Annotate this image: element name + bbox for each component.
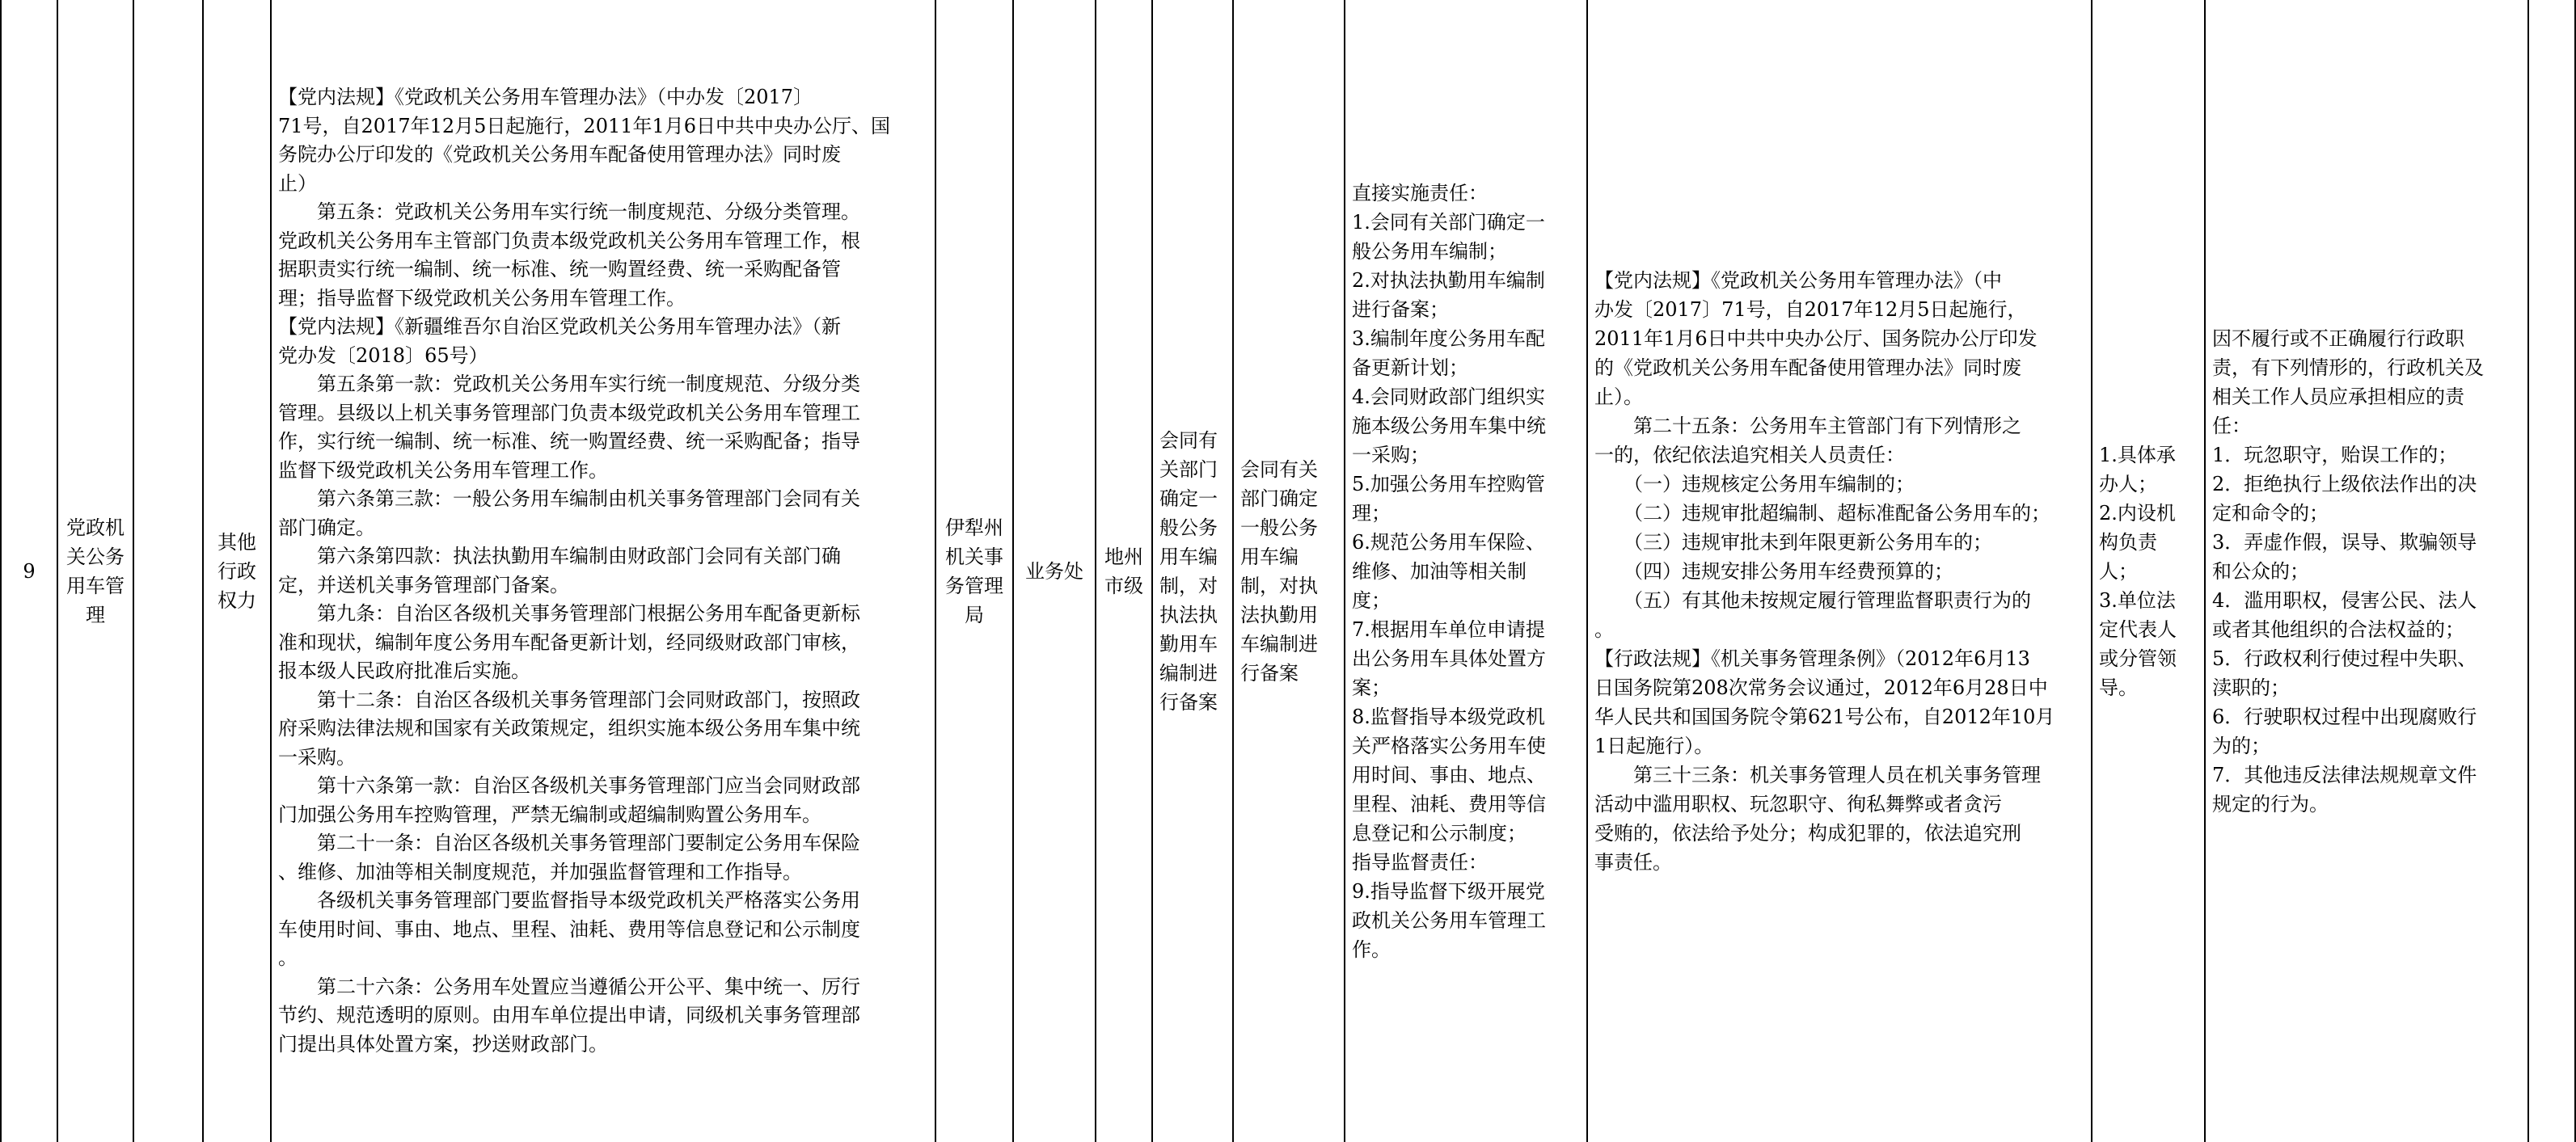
responsibility-line: 8.监督指导本级党政机 [1352, 705, 1545, 728]
accountability-basis-line: （五）有其他未按规定履行管理监督职责行为的 [1594, 588, 2031, 612]
responsibility-line: 指导监督责任： [1352, 850, 1488, 874]
accountability-basis-line: 的《党政机关公务用车配备使用管理办法》同时废 [1594, 356, 2021, 379]
responsibility-line: 2.对执法执勤用车编制 [1352, 268, 1545, 292]
accountability-basis-line: 活动中滥用职权、玩忽职守、徇私舞弊或者贪污 [1594, 792, 2002, 815]
responsibility-line: 7.根据用车单位申请提 [1352, 617, 1545, 641]
power-type: 其他 行政 权力 [217, 530, 256, 612]
row-index: 9 [23, 559, 36, 583]
responsible-subject-line: 3.单位法 [2099, 588, 2176, 612]
accountability-basis-line: 止）。 [1594, 385, 1643, 408]
legal-basis-line: 定，并送机关事务管理部门备案。 [278, 573, 569, 596]
responsible-subject-line: 办人； [2099, 472, 2157, 495]
accountability-basis-line: 2011年1月6日中共中央办公厅、国务院办公厅印发 [1594, 327, 2038, 350]
responsibility-line: 直接实施责任： [1352, 181, 1488, 204]
responsibility-line: 维修、加油等相关制 [1352, 559, 1527, 583]
responsibility-line: 理； [1352, 501, 1391, 525]
legal-basis-line: 据职责实行统一编制、统一标准、统一购置经费、统一采购配备管 [278, 258, 841, 280]
legal-basis-line: 。 [278, 946, 298, 969]
legal-basis-line: 监督下级党政机关公务用车管理工作。 [278, 458, 608, 482]
cell-implementing-body [936, 0, 1014, 1142]
responsible-subject-line: 人； [2099, 559, 2138, 583]
content-local: 会同有关 部门确定 一般公务 用车编 制，对执 法执勤用 车编制进 行备案 [1240, 457, 1318, 685]
accountability-basis-line: 。 [1594, 617, 1614, 641]
legal-basis-line: 第九条：自治区各级机关事务管理部门根据公务用车配备更新标 [278, 602, 860, 625]
accountability-case-line: 6．行驶职权过程中出现腐败行 [2212, 705, 2477, 728]
legal-basis-line: 府采购法律法规和国家有关政策规定，组织实施本级公务用车集中统 [278, 717, 860, 740]
accountability-case-line: 7．其他违反法律法规规章文件 [2212, 763, 2477, 786]
legal-basis-line: 【党内法规】《新疆维吾尔自治区党政机关公务用车管理办法》（新 [278, 315, 841, 338]
responsibility-line: 6.规范公务用车保险、 [1352, 530, 1545, 554]
responsible-subject-line: 2.内设机 [2099, 501, 2176, 525]
responsibility-line: 度； [1352, 588, 1391, 612]
responsible-subject-line: 或分管领 [2099, 647, 2177, 670]
cell-remarks [2529, 0, 2576, 1142]
accountability-case-line: 5．行政权利行使过程中失职、 [2212, 647, 2477, 670]
responsibility-line: 备更新计划； [1352, 356, 1468, 379]
responsibility-line: 关严格落实公务用车使 [1352, 734, 1546, 757]
accountability-case-line: 责，有下列情形的，行政机关及 [2212, 356, 2484, 379]
legal-basis-line: 第二十六条：公务用车处置应当遵循公开公平、集中统一、厉行 [278, 975, 860, 998]
accountability-basis-line: （四）违规安排公务用车经费预算的； [1594, 559, 1953, 583]
accountability-case-line: 1．玩忽职守，贻误工作的； [2212, 443, 2458, 466]
legal-basis-line: 节约、规范透明的原则。由用车单位提出申请，同级机关事务管理部 [278, 1004, 860, 1026]
legal-basis-line: 止） [278, 171, 317, 195]
accountability-case-line: 和公众的； [2212, 559, 2309, 583]
legal-basis-line: 门提出具体处置方案，抄送财政部门。 [278, 1032, 608, 1056]
accountability-basis-line: 第二十五条：公务用车主管部门有下列情形之 [1594, 414, 2021, 437]
accountability-basis-line: 一的，依纪依法追究相关人员责任： [1594, 443, 1905, 466]
responsibility-line: 般公务用车编制； [1352, 239, 1507, 263]
responsibility-line: 用时间、事由、地点、 [1352, 763, 1546, 786]
legal-basis-line: 务院办公厅印发的《党政机关公务用车配备使用管理办法》同时废 [278, 143, 841, 166]
legal-basis-line: 第五条第一款：党政机关公务用车实行统一制度规范、分级分类 [278, 373, 860, 395]
department: 业务处 [1025, 559, 1083, 583]
legal-basis-text [272, 83, 897, 1059]
accountability-basis-line: （一）违规核定公务用车编制的； [1594, 472, 1915, 495]
accountability-case-line: 4．滥用职权，侵害公民、法人 [2212, 588, 2477, 612]
legal-basis-line: 第十六条第一款：自治区各级机关事务管理部门应当会同财政部 [278, 774, 860, 797]
legal-basis-line: 、维修、加油等相关制度规范，并加强监督管理和工作指导。 [278, 860, 802, 883]
admin-level: 地州 市级 [1104, 545, 1143, 597]
cell-responsible-subject [2092, 0, 2206, 1142]
cell-content-local [1234, 0, 1345, 1142]
responsibility-line: 一采购； [1352, 443, 1429, 466]
accountability-basis-line: 1日起施行）。 [1594, 734, 1714, 757]
responsibility-line: 作。 [1352, 938, 1391, 961]
responsibility-line: 案； [1352, 676, 1391, 699]
accountability-case-line: 2．拒绝执行上级依法作出的决 [2212, 472, 2477, 495]
legal-basis-line: 作，实行统一编制、统一标准、统一购置经费、统一采购配备；指导 [278, 430, 860, 453]
accountability-case-line: 任： [2212, 414, 2251, 437]
responsibility-line: 进行备案； [1352, 297, 1449, 321]
legal-basis-line: 党政机关公务用车主管部门负责本级党政机关公务用车管理工作，根 [278, 229, 860, 252]
accountability-basis-line: 受贿的，依法给予处分；构成犯罪的，依法追究刑 [1594, 821, 2021, 845]
accountability-basis-line: 办发〔2017〕71号，自2017年12月5日起施行， [1594, 297, 2027, 321]
legal-basis-line: 门加强公务用车控购管理，严禁无编制或超编制购置公务用车。 [278, 803, 821, 826]
responsibility-line: 里程、油耗、费用等信 [1352, 792, 1546, 815]
legal-basis-line: 报本级人民政府批准后实施。 [278, 659, 530, 682]
accountability-basis-text [1588, 266, 2061, 877]
accountability-case-line: 3．弄虚作假，误导、欺骗领导 [2212, 530, 2477, 554]
accountability-basis-line: 【党内法规】《党政机关公务用车管理办法》（中 [1594, 268, 2002, 292]
legal-basis-line: 【党内法规】《党政机关公务用车管理办法》（中办发〔2017〕 [278, 86, 813, 108]
cell-level [1096, 0, 1153, 1142]
accountability-case-line: 或者其他组织的合法权益的； [2212, 617, 2464, 641]
responsibility-line: 9.指导监督下级开展党 [1352, 879, 1545, 903]
implementing-body: 伊犁州 机关事 务管理 局 [945, 516, 1003, 626]
responsibility-line: 3.编制年度公务用车配 [1352, 327, 1545, 350]
content-state: 会同有 关部门 确定一 般公务 用车编 制，对 执法执 勤用车 编制进 行备案 [1159, 428, 1218, 714]
responsibility-line: 4.会同财政部门组织实 [1352, 385, 1545, 408]
responsibility-line: 施本级公务用车集中统 [1352, 414, 1546, 437]
cell-legal-basis [272, 0, 936, 1142]
cell-matter-name [58, 0, 134, 1142]
cell-accountability-basis [1588, 0, 2092, 1142]
accountability-basis-line: （三）违规审批未到年限更新公务用车的； [1594, 530, 1992, 554]
legal-basis-line: 准和现状，编制年度公务用车配备更新计划，经同级财政部门审核， [278, 630, 860, 654]
legal-basis-line: 一采购。 [278, 745, 356, 769]
responsible-subject-line: 定代表人 [2099, 617, 2177, 641]
legal-basis-line: 党办发〔2018〕65号） [278, 343, 488, 367]
legal-basis-line: 各级机关事务管理部门要监督指导本级党政机关严格落实公务用 [278, 889, 860, 912]
responsible-subject-line: 1.具体承 [2099, 443, 2176, 466]
responsible-subject-line: 导。 [2099, 676, 2138, 699]
legal-basis-line: 71号，自2017年12月5日起施行，2011年1月6日中共中央办公厅、国 [278, 114, 891, 137]
accountability-case-line: 为的； [2212, 734, 2270, 757]
cell-content-state [1153, 0, 1234, 1142]
responsible-subject-line: 构负责 [2099, 530, 2157, 554]
accountability-case-line: 相关工作人员应承担相应的责 [2212, 385, 2464, 408]
legal-basis-line: 部门确定。 [278, 516, 375, 539]
accountability-basis-line: 事责任。 [1594, 850, 1672, 874]
legal-basis-line: 车使用时间、事由、地点、里程、油耗、费用等信息登记和公示制度 [278, 917, 860, 941]
accountability-case-line: 因不履行或不正确履行行政职 [2212, 327, 2464, 350]
accountability-basis-line: 第三十三条：机关事务管理人员在机关事务管理 [1594, 763, 2041, 786]
responsibility-line: 1.会同有关部门确定一 [1352, 210, 1545, 234]
matter-name: 党政机 关公务 用车管 理 [66, 516, 125, 626]
accountability-case-line: 定和命令的； [2212, 501, 2329, 525]
cell-power-type [204, 0, 272, 1142]
accountability-basis-line: 【行政法规】《机关事务管理条例》（2012年6月13 [1594, 647, 2030, 670]
accountability-basis-line: （二）违规审批超编制、超标准配备公务用车的； [1594, 501, 2050, 525]
cell-index [0, 0, 58, 1142]
responsibility-line: 5.加强公务用车控购管 [1352, 472, 1545, 495]
legal-basis-line: 第六条第四款：执法执勤用车编制由财政部门会同有关部门确 [278, 545, 841, 567]
accountability-cases-text [2206, 324, 2490, 819]
accountability-basis-line: 华人民共和国国务院令第621号公布，自2012年10月 [1594, 705, 2055, 728]
responsibility-line: 息登记和公示制度； [1352, 821, 1527, 845]
responsibility-line: 政机关公务用车管理工 [1352, 908, 1546, 932]
legal-basis-line: 第十二条：自治区各级机关事务管理部门会同财政部门，按照政 [278, 688, 860, 711]
cell-sub-item [134, 0, 204, 1142]
cell-responsibility [1345, 0, 1588, 1142]
responsibility-text [1345, 179, 1552, 964]
legal-basis-line: 第六条第三款：一般公务用车编制由机关事务管理部门会同有关 [278, 487, 860, 510]
legal-basis-line: 第二十一条：自治区各级机关事务管理部门要制定公务用车保险 [278, 832, 860, 854]
responsibility-line: 出公务用车具体处置方 [1352, 647, 1546, 670]
accountability-basis-line: 日国务院第208次常务会议通过，2012年6月28日中 [1594, 676, 2048, 699]
accountability-case-line: 规定的行为。 [2212, 792, 2329, 815]
responsible-subject-text [2092, 440, 2183, 702]
cell-dept [1014, 0, 1096, 1142]
legal-basis-line: 管理。县级以上机关事务管理部门负责本级党政机关公务用车管理工 [278, 401, 860, 424]
cell-accountability-cases [2206, 0, 2529, 1142]
accountability-case-line: 渎职的； [2212, 676, 2290, 699]
legal-basis-line: 第五条：党政机关公务用车实行统一制度规范、分级分类管理。 [278, 200, 860, 223]
legal-basis-line: 理；指导监督下级党政机关公务用车管理工作。 [278, 286, 686, 310]
